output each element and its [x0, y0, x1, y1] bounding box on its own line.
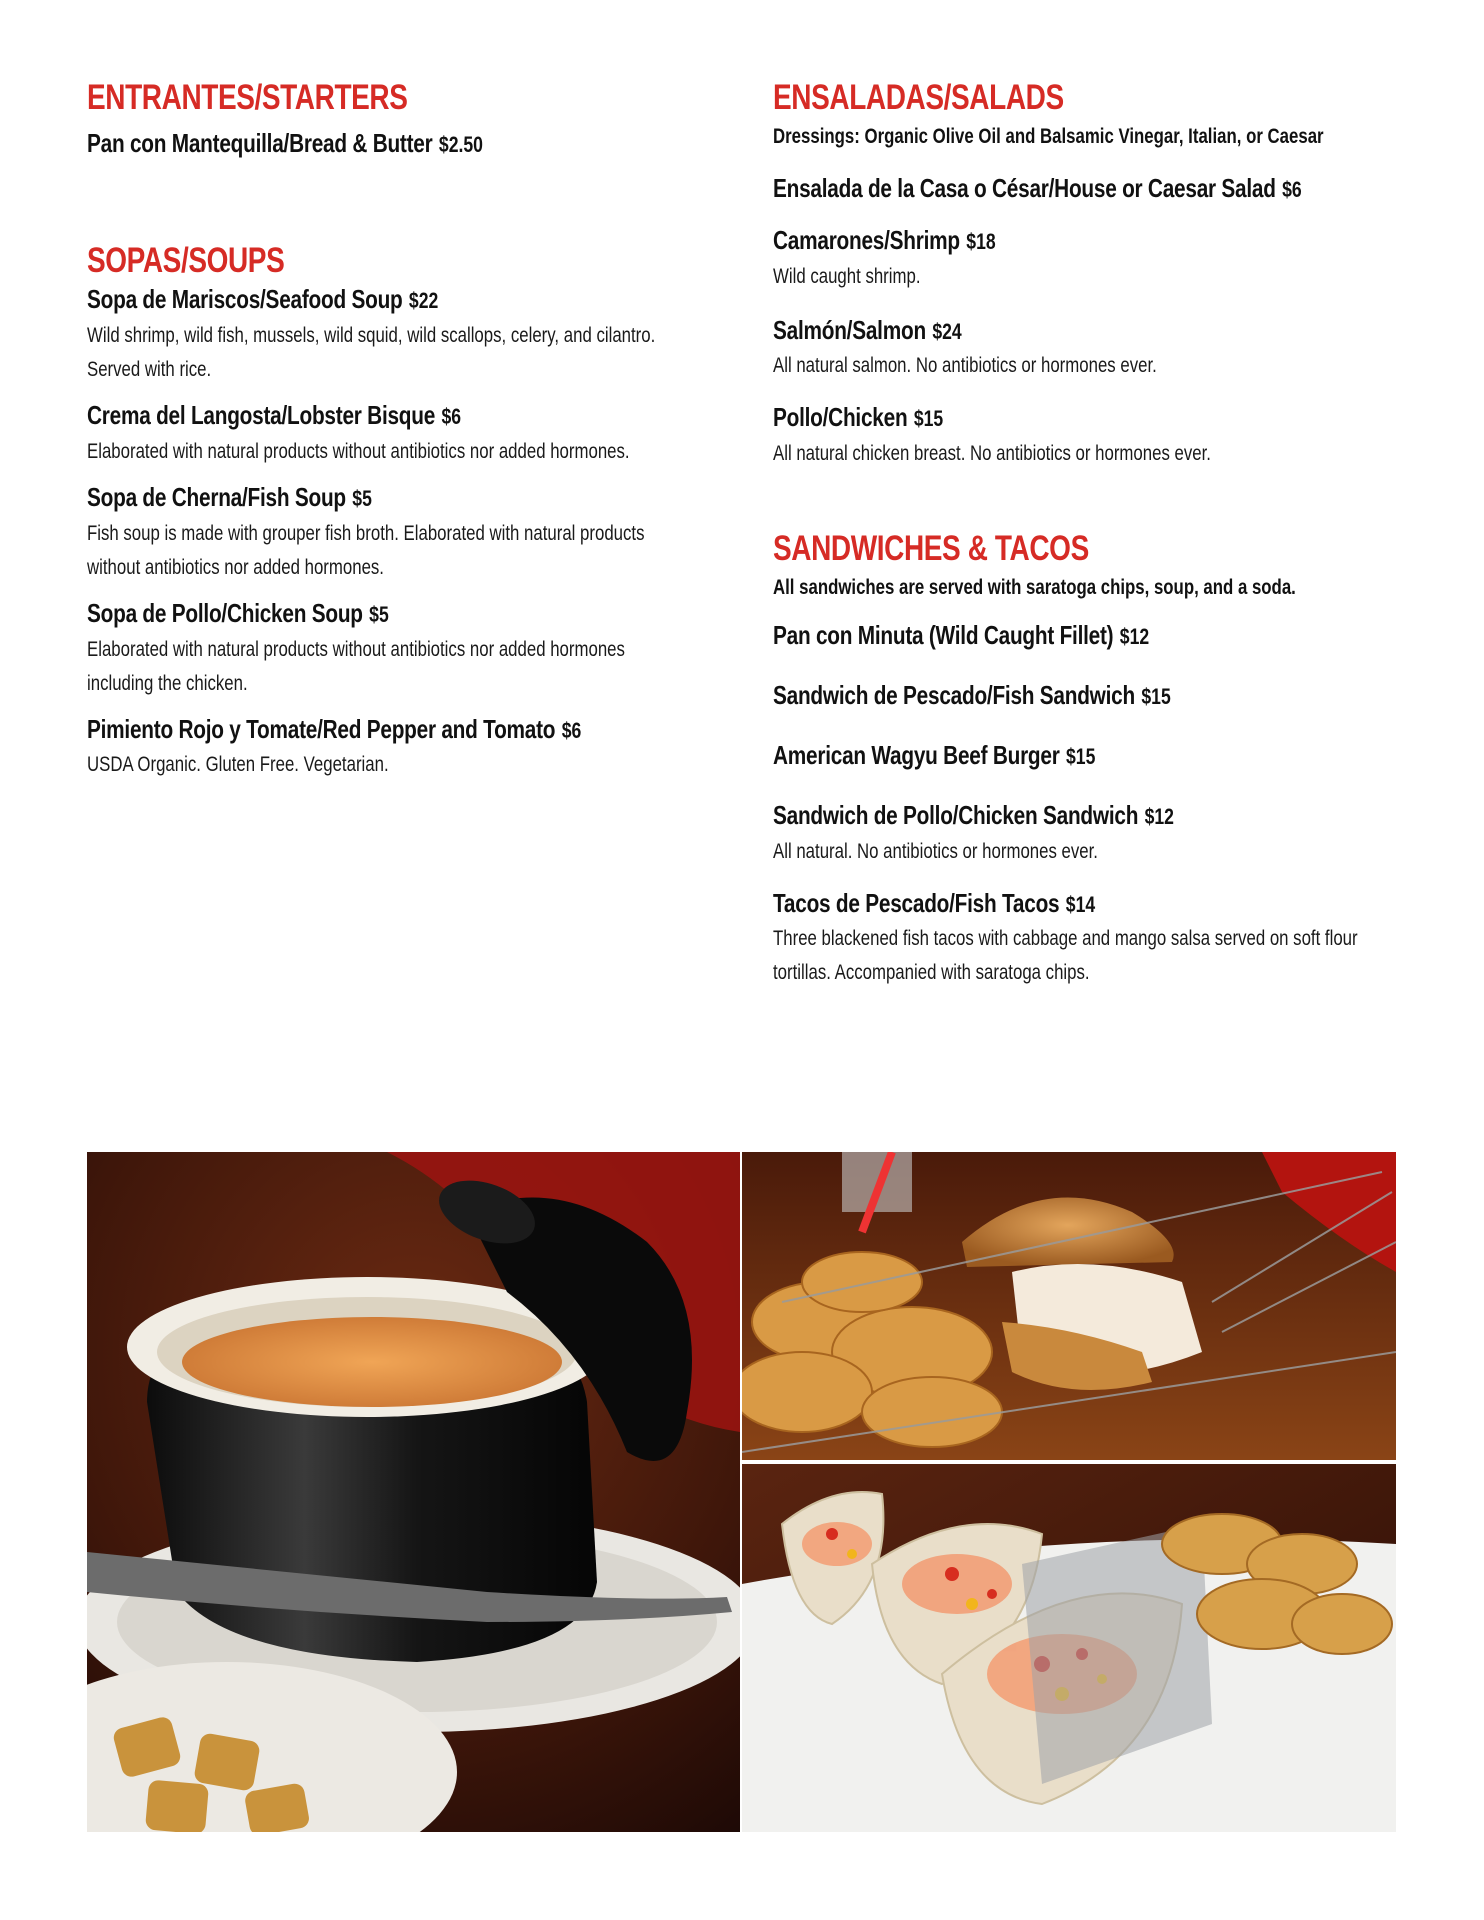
menu-item	[87, 481, 727, 585]
item-description: All natural. No antibiotics or hormones ever.	[773, 839, 1098, 863]
item-name: Pollo/Chicken	[773, 402, 908, 433]
item-price: $6	[441, 404, 462, 430]
item-name: Camarones/Shrimp	[773, 224, 960, 255]
item-name: Sopa de Pollo/Chicken Soup	[87, 597, 363, 628]
item-price: $15	[1141, 684, 1171, 710]
item-description: Wild shrimp, wild fish, mussels, wild squid, wild scallops, celery, and cilantro. Served with rice.	[87, 324, 656, 382]
item-description: Elaborated with natural products without antibiotics nor added hormones.	[87, 439, 630, 463]
item-description: Fish soup is made with grouper fish broth. Elaborated with natural products without antibiotics nor added hormones.	[87, 521, 645, 579]
menu-item	[773, 172, 1413, 206]
item-price: $15	[1065, 743, 1096, 769]
item-price: $18	[966, 228, 996, 254]
item-price: $24	[932, 318, 962, 344]
menu-item	[87, 399, 727, 469]
lobster-bisque-photo	[87, 1152, 740, 1832]
section-note-sandwiches: All sandwiches are served with saratoga chips, soup, and a soda.	[773, 576, 1296, 600]
right-column	[773, 80, 1413, 990]
section-title-starters: ENTRANTES/STARTERS	[87, 78, 408, 117]
item-name: Sandwich de Pescado/Fish Sandwich	[773, 680, 1135, 711]
item-description: All natural salmon. No antibiotics or hormones ever.	[773, 354, 1157, 378]
item-price: $6	[561, 717, 582, 743]
item-description: All natural chicken breast. No antibiotics or hormones ever.	[773, 442, 1211, 466]
item-price: $5	[369, 601, 389, 627]
item-price: $6	[1282, 177, 1302, 203]
item-price: $5	[352, 485, 372, 511]
item-description: Three blackened fish tacos with cabbage and mango salsa served on soft flour tortillas. Accompanied with saratoga chips.	[773, 927, 1358, 985]
item-price: $15	[913, 406, 944, 432]
item-description: Elaborated with natural products without antibiotics nor added hormones including the chicken.	[87, 637, 625, 695]
item-price: $22	[408, 288, 439, 314]
menu-item	[87, 713, 727, 783]
item-name: Pan con Mantequilla/Bread & Butter	[87, 127, 433, 158]
section-title-soups: SOPAS/SOUPS	[87, 240, 285, 280]
menu-item	[773, 314, 1413, 384]
item-name: Tacos de Pescado/Fish Tacos	[773, 887, 1060, 918]
item-description: USDA Organic. Gluten Free. Vegetarian.	[87, 753, 389, 777]
menu-item	[773, 739, 1413, 773]
menu-item	[773, 799, 1413, 869]
item-price: $12	[1119, 624, 1150, 650]
item-name: Pimiento Rojo y Tomate/Red Pepper and Tomato	[87, 713, 556, 744]
item-name: Sopa de Mariscos/Seafood Soup	[87, 284, 403, 315]
menu-item	[773, 679, 1413, 713]
section-title-sandwiches: SANDWICHES & TACOS	[773, 529, 1089, 569]
item-name: American Wagyu Beef Burger	[773, 739, 1060, 770]
item-price: $2.50	[438, 131, 483, 157]
item-name: Ensalada de la Casa o César/House or Caesar Salad	[773, 173, 1276, 204]
soups-section	[87, 240, 727, 783]
item-name: Pan con Minuta (Wild Caught Fillet)	[773, 620, 1114, 651]
item-price: $14	[1065, 891, 1096, 917]
item-name: Sopa de Cherna/Fish Soup	[87, 481, 346, 512]
menu-item	[87, 597, 727, 701]
menu-item	[773, 401, 1413, 471]
item-price: $12	[1144, 803, 1174, 829]
left-column	[87, 80, 727, 782]
sandwiches-section	[773, 531, 1413, 990]
item-name: Sandwich de Pollo/Chicken Sandwich	[773, 799, 1139, 830]
item-description: Wild caught shrimp.	[773, 264, 921, 288]
fish-sandwich-photo	[742, 1152, 1396, 1460]
item-name: Crema del Langosta/Lobster Bisque	[87, 400, 436, 431]
section-note-dressings: Dressings: Organic Olive Oil and Balsamic Vinegar, Italian, or Caesar	[773, 124, 1324, 148]
salads-section	[773, 80, 1413, 471]
menu-item	[87, 283, 727, 387]
menu-item	[773, 619, 1413, 653]
menu-item	[773, 887, 1413, 991]
menu-item	[87, 127, 727, 161]
item-name: Salmón/Salmon	[773, 314, 926, 345]
starters-section	[87, 80, 727, 161]
section-title-salads: ENSALADAS/SALADS	[773, 78, 1064, 117]
fish-tacos-photo	[742, 1464, 1396, 1832]
menu-item	[773, 224, 1413, 294]
